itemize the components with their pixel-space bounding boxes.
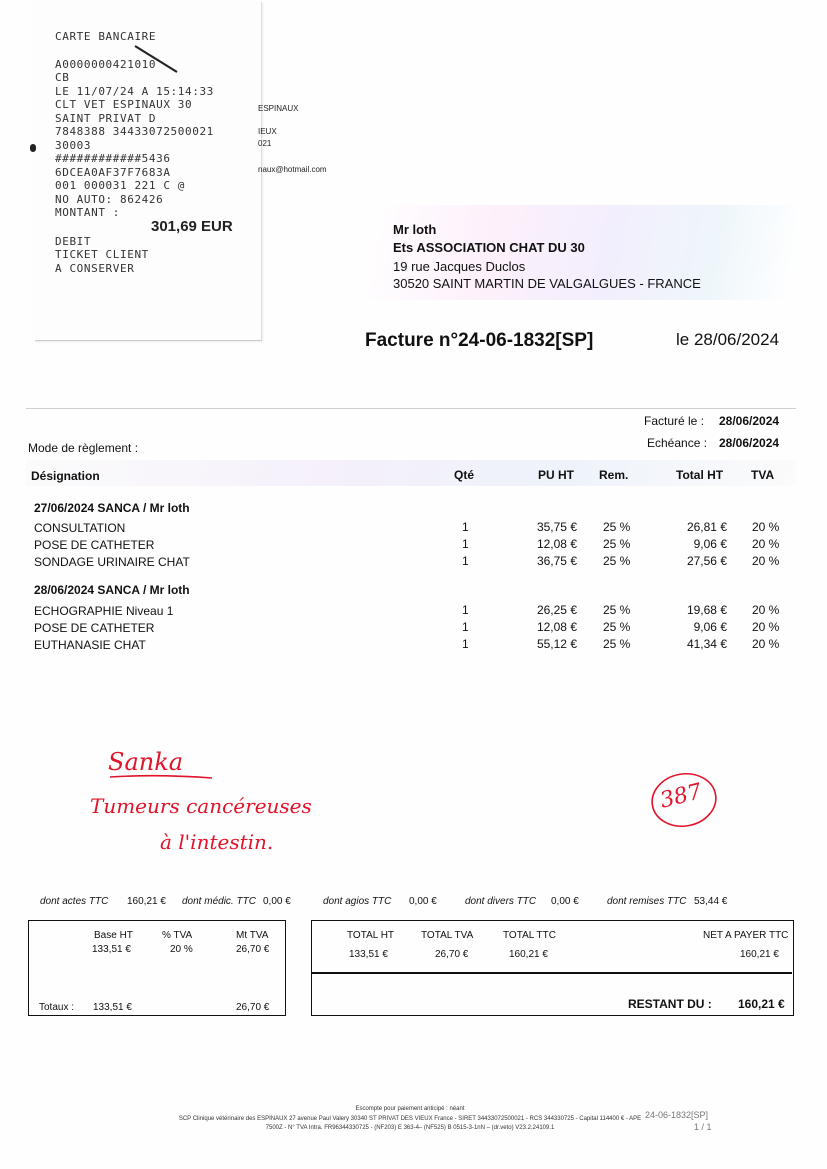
recipient-city: 30520 SAINT MARTIN DE VALGALGUES - FRANCE xyxy=(393,276,701,291)
recipient-address xyxy=(365,205,795,300)
receipt-line: SAINT PRIVAT D xyxy=(55,112,157,125)
row-vat: 20 % xyxy=(752,620,780,634)
row-unit-price: 12,08 € xyxy=(536,620,577,634)
pen-stroke-mark xyxy=(133,44,179,74)
footer-legal-info: 7500Z - N° TVA Intra. FR96344330725 - (NF203) E 363-4– (NF525) B 0515-3-1nN – (dr.veto) V23.2.24109.1 xyxy=(265,1125,555,1131)
row-vat: 20 % xyxy=(752,537,780,551)
balance-due-label: RESTANT DU : xyxy=(628,997,712,1011)
vat-rate-label: % TVA xyxy=(162,930,193,941)
discounts-value: 53,44 € xyxy=(694,896,728,907)
card-receipt xyxy=(35,2,262,341)
row-qty: 1 xyxy=(462,637,469,651)
vat-rate-value: 20 % xyxy=(170,944,193,955)
vat-base-label: Base HT xyxy=(94,930,133,941)
handwritten-animal-name: Sanka xyxy=(108,748,184,776)
receipt-line: CLT VET ESPINAUX 30 xyxy=(55,98,193,111)
row-unit-price: 35,75 € xyxy=(536,520,577,534)
col-unit-price: PU HT xyxy=(538,468,574,482)
footer-page-number: 1 / 1 xyxy=(694,1122,712,1132)
col-qty: Qté xyxy=(454,468,475,482)
billed-value: 28/06/2024 xyxy=(719,414,780,428)
vat-amount-label: Mt TVA xyxy=(236,930,269,941)
clinic-name-partial: ESPINAUX xyxy=(258,104,299,113)
vat-breakdown-box xyxy=(28,920,286,1016)
row-total: 26,81 € xyxy=(686,520,727,534)
recipient-street: 19 rue Jacques Duclos xyxy=(393,259,526,274)
totals-divider xyxy=(312,972,792,974)
row-vat: 20 % xyxy=(752,637,780,651)
row-vat: 20 % xyxy=(752,603,780,617)
vat-totals-base: 133,51 € xyxy=(93,1002,132,1013)
receipt-line: NO AUTO: 862426 xyxy=(55,193,164,206)
agios-label: dont agios TTC xyxy=(323,896,392,907)
row-unit-price: 12,08 € xyxy=(536,537,577,551)
total-vat-value: 26,70 € xyxy=(435,949,469,960)
row-unit-price: 26,25 € xyxy=(536,603,577,617)
footer-invoice-ref: 24-06-1832[SP] xyxy=(645,1110,709,1120)
row-label: EUTHANASIE CHAT xyxy=(34,638,146,652)
divider xyxy=(26,408,796,409)
row-label: POSE DE CATHETER xyxy=(34,621,155,635)
medic-label: dont médic. TTC xyxy=(182,896,256,907)
circled-number: 387 xyxy=(657,779,705,814)
invoice-date: le 28/06/2024 xyxy=(676,330,780,349)
row-label: CONSULTATION xyxy=(34,521,126,535)
receipt-amount: 301,69 EUR xyxy=(151,218,233,235)
medic-value: 0,00 € xyxy=(263,896,291,907)
due-date-label: Echéance : xyxy=(647,436,708,450)
receipt-line: MONTANT : xyxy=(55,206,121,219)
vat-totals-label: Totaux : xyxy=(39,1002,75,1013)
row-total: 27,56 € xyxy=(686,554,727,568)
receipt-line: 7848388 34433072500021 xyxy=(55,125,214,138)
row-label: ECHOGRAPHIE Niveau 1 xyxy=(34,604,174,618)
row-total: 9,06 € xyxy=(693,620,727,634)
net-to-pay-value: 160,21 € xyxy=(740,949,779,960)
row-unit-price: 36,75 € xyxy=(536,554,577,568)
col-discount: Rem. xyxy=(599,468,629,482)
receipt-line: DEBIT xyxy=(55,235,92,248)
row-discount: 25 % xyxy=(603,520,631,534)
invoice-title: Facture n°24-06-1832[SP] xyxy=(365,330,594,351)
receipt-line: A0000000421010 xyxy=(55,58,157,71)
total-ttc-label: TOTAL TTC xyxy=(503,930,556,941)
col-designation: Désignation xyxy=(31,469,100,483)
group-rows xyxy=(0,520,827,570)
scan-dot xyxy=(30,144,36,152)
billed-label: Facturé le : xyxy=(644,414,705,428)
receipt-line: CB xyxy=(55,71,70,84)
handwritten-underline xyxy=(108,774,214,780)
payment-mode-label: Mode de règlement : xyxy=(28,441,139,455)
row-total: 9,06 € xyxy=(693,537,727,551)
row-qty: 1 xyxy=(462,603,469,617)
row-discount: 25 % xyxy=(603,603,631,617)
total-ht-label: TOTAL HT xyxy=(347,930,395,941)
vat-totals-amount: 26,70 € xyxy=(236,1002,270,1013)
row-qty: 1 xyxy=(462,620,469,634)
discounts-label: dont remises TTC xyxy=(607,896,687,907)
net-to-pay-label: NET A PAYER TTC xyxy=(703,930,789,941)
total-vat-label: TOTAL TVA xyxy=(421,930,474,941)
clinic-postcode-partial: 021 xyxy=(258,139,272,148)
divers-value: 0,00 € xyxy=(551,896,579,907)
receipt-line: 6DCEA0AF37F7683A xyxy=(55,166,171,179)
receipt-line: ############5436 xyxy=(55,152,171,165)
row-discount: 25 % xyxy=(603,537,631,551)
receipt-line: 30003 xyxy=(55,139,92,152)
row-qty: 1 xyxy=(462,537,469,551)
handwritten-diagnosis: Tumeurs cancéreuses xyxy=(90,794,312,818)
total-ht-value: 133,51 € xyxy=(349,949,388,960)
clinic-email-partial: naux@hotmail.com xyxy=(258,165,327,174)
group-title: 28/06/2024 SANCA / Mr loth xyxy=(34,583,190,597)
acts-value: 160,21 € xyxy=(127,896,166,907)
group-title: 27/06/2024 SANCA / Mr loth xyxy=(34,501,190,515)
receipt-line: A CONSERVER xyxy=(55,262,135,275)
clinic-address-partial: IEUX xyxy=(258,127,277,136)
due-date-value: 28/06/2024 xyxy=(719,436,780,450)
recipient-org: Ets ASSOCIATION CHAT DU 30 xyxy=(393,240,585,255)
receipt-line: LE 11/07/24 A 15:14:33 xyxy=(55,85,214,98)
handwritten-diagnosis-location: à l'intestin. xyxy=(160,830,274,854)
row-total: 41,34 € xyxy=(686,637,727,651)
row-vat: 20 % xyxy=(752,554,780,568)
divers-label: dont divers TTC xyxy=(465,896,537,907)
footer-discount-note: Escompte pour paiement anticipé : néant xyxy=(355,1106,465,1112)
row-label: SONDAGE URINAIRE CHAT xyxy=(34,555,190,569)
recipient-name: Mr loth xyxy=(393,222,437,237)
receipt-line: TICKET CLIENT xyxy=(55,248,149,261)
acts-label: dont actes TTC xyxy=(40,896,109,907)
row-discount: 25 % xyxy=(603,620,631,634)
total-ttc-value: 160,21 € xyxy=(509,949,548,960)
row-discount: 25 % xyxy=(603,637,631,651)
footer-company-info: SCP Clinique vétérinaire des ESPINAUX 27 avenue Paul Valery 30340 ST PRIVAT DES VIEUX France - SIRET 34433072500021 - RCS 344330725 - Capital 114400 € - APE xyxy=(178,1116,642,1122)
row-total: 19,68 € xyxy=(686,603,727,617)
col-vat: TVA xyxy=(751,468,775,482)
row-discount: 25 % xyxy=(603,554,631,568)
receipt-line: CARTE BANCAIRE xyxy=(55,30,157,43)
balance-due-value: 160,21 € xyxy=(738,997,785,1011)
row-unit-price: 55,12 € xyxy=(536,637,577,651)
vat-amount-value: 26,70 € xyxy=(236,944,270,955)
vat-base-value: 133,51 € xyxy=(92,944,131,955)
row-qty: 1 xyxy=(462,520,469,534)
row-vat: 20 % xyxy=(752,520,780,534)
table-header xyxy=(26,460,796,486)
row-qty: 1 xyxy=(462,554,469,568)
col-total-ht: Total HT xyxy=(676,468,724,482)
totals-box xyxy=(311,920,794,1016)
group-rows xyxy=(0,603,827,653)
receipt-line: 001 000031 221 C @ xyxy=(55,179,186,192)
agios-value: 0,00 € xyxy=(409,896,437,907)
row-label: POSE DE CATHETER xyxy=(34,538,155,552)
